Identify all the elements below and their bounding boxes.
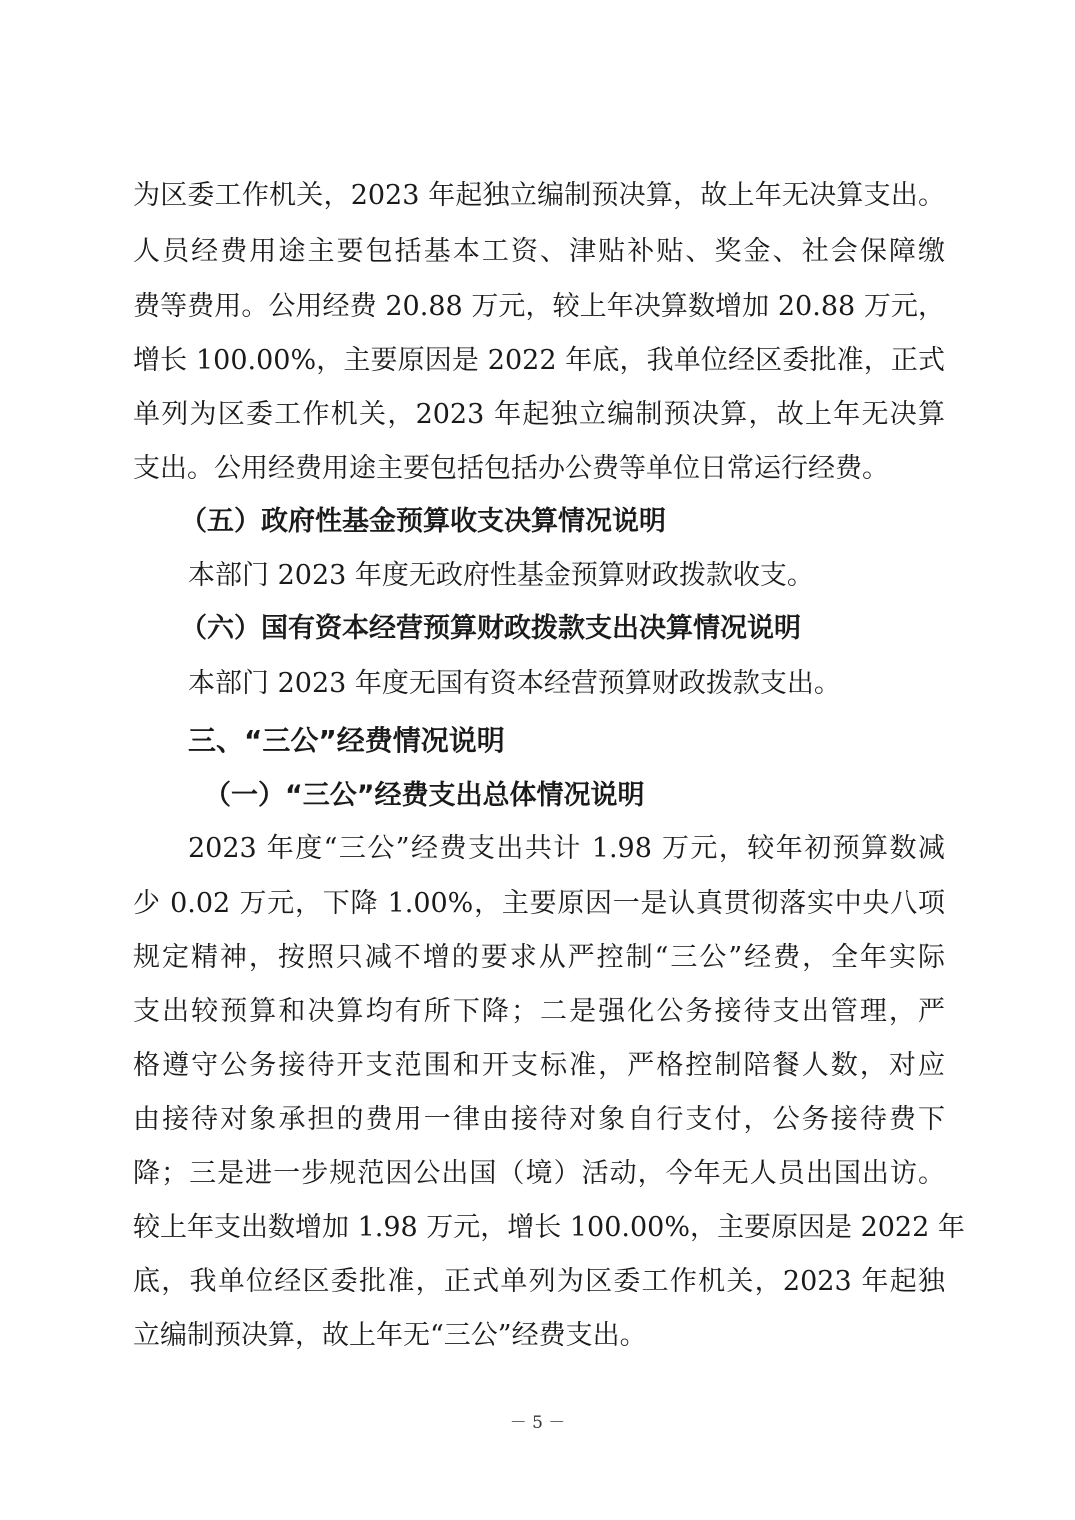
paragraph-line: 立编制预决算，故上年无“三公”经费支出。 <box>133 1320 647 1351</box>
paragraph-line: 底，我单位经区委批准，正式单列为区委工作机关，2023 年起独 <box>133 1266 945 1297</box>
paragraph-line: 增长 100.00%，主要原因是 2022 年底，我单位经区委批准，正式 <box>133 345 945 376</box>
paragraph-line: 由接待对象承担的费用一律由接待对象自行支付，公务接待费下 <box>133 1104 945 1135</box>
section-text: 本部门 2023 年度无政府性基金预算财政拨款收支。 <box>188 560 814 591</box>
paragraph-line: 规定精神，按照只减不增的要求从严控制“三公”经费，全年实际 <box>133 942 945 973</box>
paragraph-line: 人员经费用途主要包括基本工资、津贴补贴、奖金、社会保障缴 <box>133 236 945 267</box>
page-number: － 5 － <box>509 1413 566 1433</box>
paragraph-line: 支出。公用经费用途主要包括包括办公费等单位日常运行经费。 <box>133 453 889 484</box>
paragraph-line: 支出较预算和决算均有所下降；二是强化公务接待支出管理，严 <box>133 996 945 1027</box>
paragraph-line: 少 0.02 万元，下降 1.00%，主要原因一是认真贯彻落实中央八项 <box>133 888 945 919</box>
part-heading: 三、“三公”经费情况说明 <box>188 724 505 757</box>
paragraph-line: 单列为区委工作机关，2023 年起独立编制预决算，故上年无决算 <box>133 399 945 430</box>
section-heading: （五）政府性基金预算收支决算情况说明 <box>180 506 666 537</box>
paragraph-line: 降；三是进一步规范因公出国（境）活动，今年无人员出国出访。 <box>133 1158 945 1189</box>
paragraph-line: 费等费用。公用经费 20.88 万元，较上年决算数增加 20.88 万元， <box>133 291 945 322</box>
section-text: 本部门 2023 年度无国有资本经营预算财政拨款支出。 <box>188 668 841 699</box>
paragraph-line: 为区委工作机关，2023 年起独立编制预决算，故上年无决算支出。 <box>133 180 945 211</box>
paragraph-line: 较上年支出数增加 1.98 万元，增长 100.00%，主要原因是 2022 年 <box>133 1212 965 1243</box>
paragraph-line: 2023 年度“三公”经费支出共计 1.98 万元，较年初预算数减 <box>188 833 945 864</box>
subsection-heading: （一）“三公”经费支出总体情况说明 <box>204 780 645 811</box>
paragraph-line: 格遵守公务接待开支范围和开支标准，严格控制陪餐人数，对应 <box>133 1050 945 1081</box>
section-heading: （六）国有资本经营预算财政拨款支出决算情况说明 <box>180 613 801 644</box>
